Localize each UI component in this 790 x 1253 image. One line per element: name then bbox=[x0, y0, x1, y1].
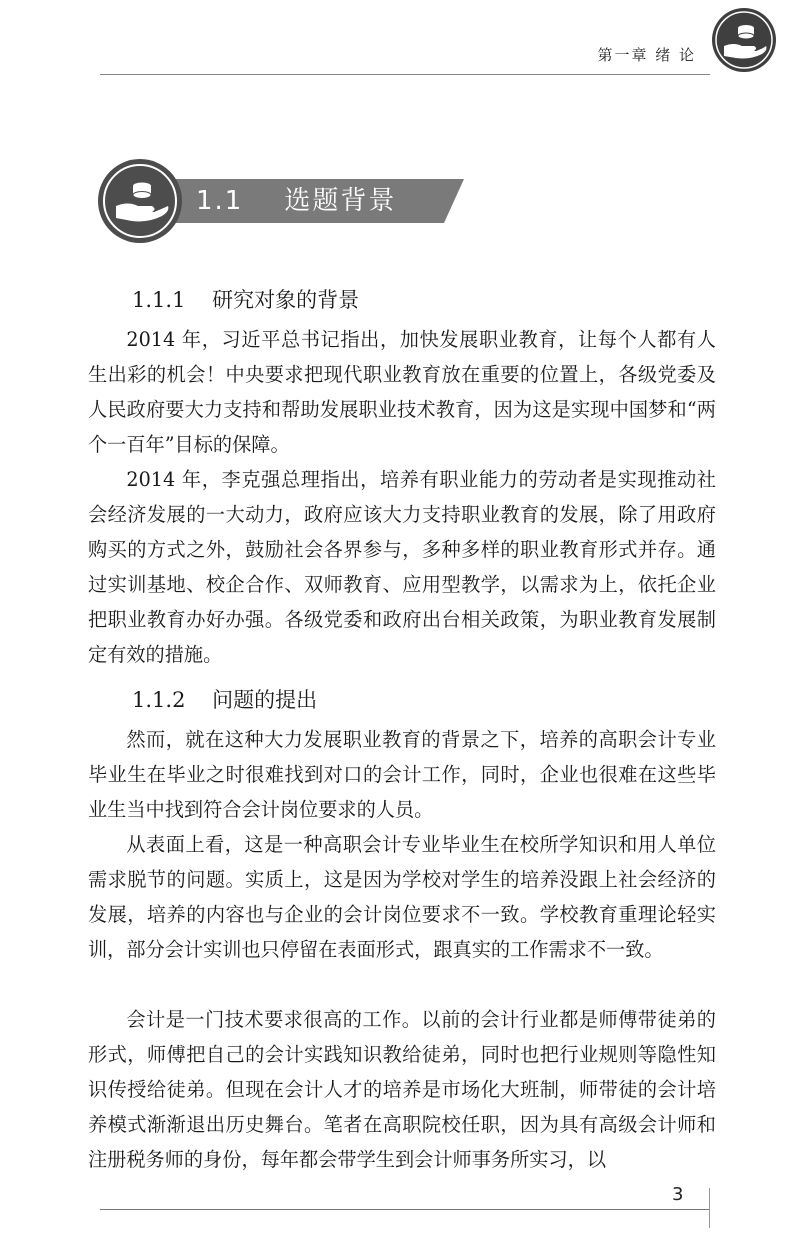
subsection-heading: 1.1.1 研究对象的背景 bbox=[132, 288, 360, 312]
footer-corner-mark bbox=[709, 1188, 710, 1228]
page-number: 3 bbox=[672, 1184, 684, 1205]
body-paragraph: 从表面上看，这是一种高职会计专业毕业生在校所学知识和用人单位需求脱节的问题。实质上，这是因为学校对学生的培养没跟上社会经济的发展，培养的内容也与企业的会计岗位要求不一致。学校教育重理论轻实训，部分会计实训也只停留在表面形式，跟真实的工作需求不一致。 bbox=[88, 833, 716, 961]
body-paragraph: 会计是一门技术要求很高的工作。以前的会计行业都是师傅带徒弟的形式，师傅把自己的会计实践知识教给徒弟，同时也把行业规则等隐性知识传授给徒弟。但现在会计人才的培养是市场化大班制，师带徒的会计培养模式渐渐退出历史舞台。笔者在高职院校任职，因为具有高级会计师和注册税务师的身份，每年都会带学生到会计师事务所实习，以 bbox=[88, 1008, 716, 1171]
chapter-title: 第一章 绪 论 bbox=[597, 46, 696, 64]
section-title: 1.1 选题背景 bbox=[196, 186, 397, 216]
body-paragraph: 2014 年，习近平总书记指出，加快发展职业教育，让每个人都有人生出彩的机会！中央要求把现代职业教育放在重要的位置上，各级党委及人民政府要大力支持和帮助发展职业技术教育，因为这是实现中国梦和“两个一百年”目标的保障。 bbox=[88, 328, 716, 456]
hand-coins-icon bbox=[710, 6, 778, 74]
header-rule bbox=[100, 74, 710, 75]
body-paragraph: 2014 年，李克强总理指出，培养有职业能力的劳动者是实现推动社会经济发展的一大动力，政府应该大力支持职业教育的发展，除了用政府购买的方式之外，鼓励社会各界参与，多种多样的职业教育形式并存。通过实训基地、校企合作、双师教育、应用型教学，以需求为上，依托企业把职业教育办好办强。各级党委和政府出台相关政策，为职业教育发展制定有效的措施。 bbox=[88, 468, 716, 666]
body-paragraph: 然而，就在这种大力发展职业教育的背景之下，培养的高职会计专业毕业生在毕业之时很难找到对口的会计工作，同时，企业也很难在这些毕业生当中找到符合会计岗位要求的人员。 bbox=[88, 728, 716, 821]
hand-coins-icon bbox=[112, 176, 172, 226]
subsection-heading: 1.1.2 问题的提出 bbox=[132, 688, 318, 712]
footer-rule bbox=[100, 1209, 710, 1210]
